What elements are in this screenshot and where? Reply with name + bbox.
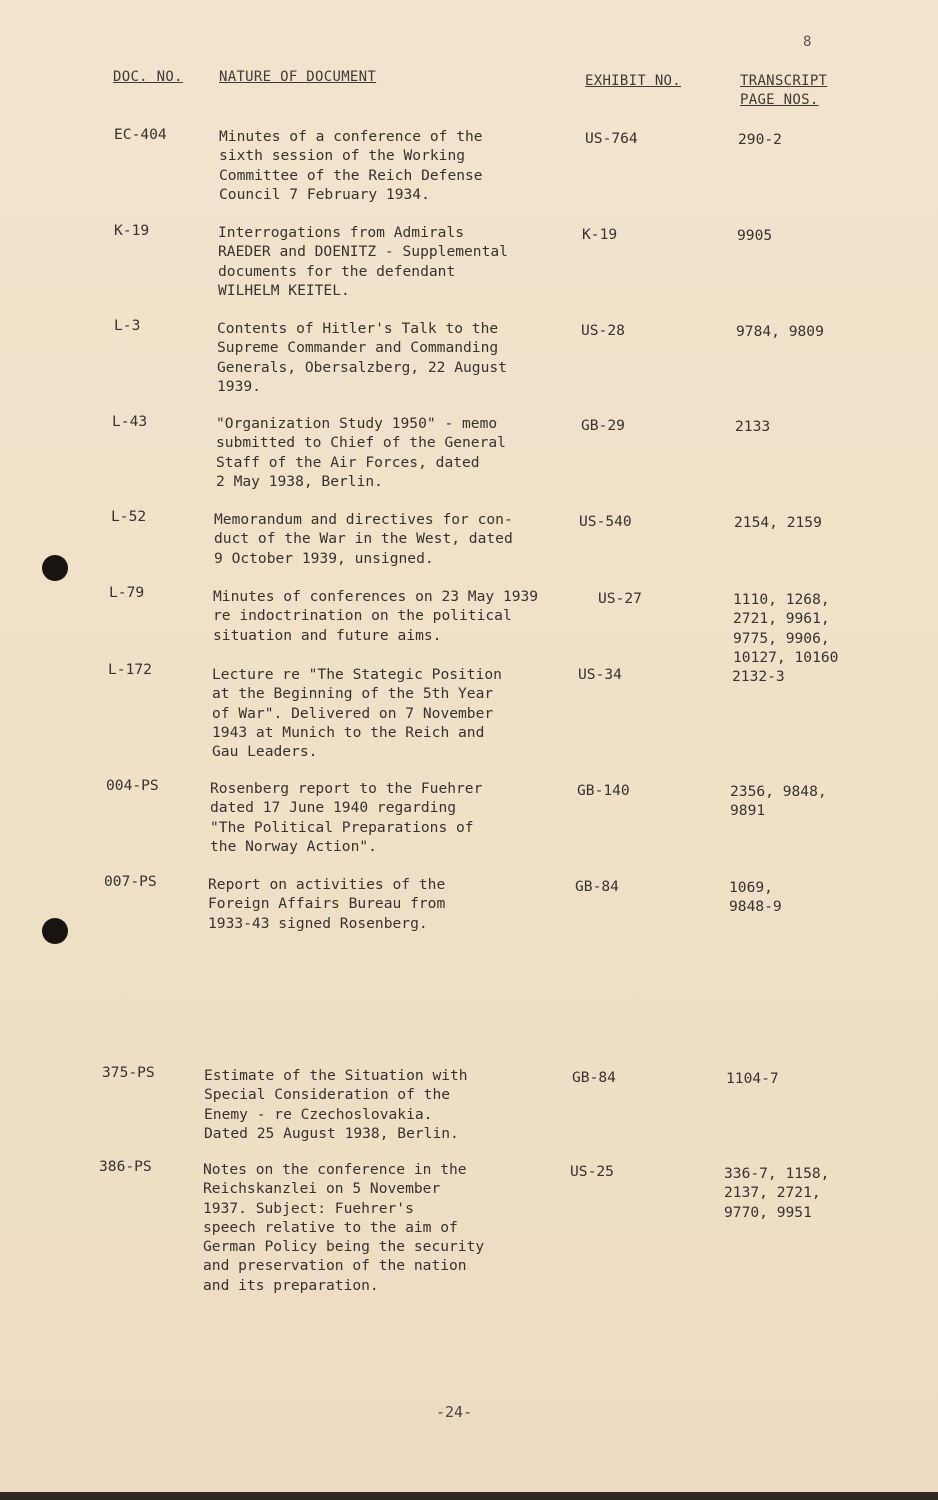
exhibit-number: GB-84 [575, 878, 619, 895]
transcript-pages: 1110, 1268, 2721, 9961, 9775, 9906, 10127, 10160 [733, 591, 839, 666]
header-transcript: TRANSCRIPT [740, 73, 828, 89]
document-description: Rosenberg report to the Fuehrer dated 17 June 1940 regarding "The Political Preparations of the Norway Action". [210, 780, 483, 855]
exhibit-number: K-19 [582, 226, 618, 243]
doc-number: 375-PS [102, 1064, 155, 1081]
exhibit-number: US-764 [585, 130, 638, 147]
page-number: 8 [803, 34, 812, 50]
document-description: Memorandum and directives for con- duct of the War in the West, dated 9 October 1939, unsigned. [214, 511, 513, 567]
punch-hole-lower [42, 918, 68, 944]
exhibit-number: GB-140 [577, 782, 630, 799]
document-description: Minutes of conferences on 23 May 1939 re indoctrination on the political situation and future aims. [213, 588, 539, 644]
doc-number: L-79 [109, 584, 145, 601]
document-description: Estimate of the Situation with Special Consideration of the Enemy - re Czechoslovakia. Dated 25 August 1938, Berlin. [204, 1067, 468, 1142]
transcript-pages: 2132-3 [732, 668, 785, 685]
document-description: Minutes of a conference of the sixth session of the Working Committee of the Reich Defense Council 7 February 1934. [219, 128, 483, 203]
transcript-pages: 1104-7 [726, 1070, 779, 1087]
document-description: Report on activities of the Foreign Affairs Bureau from 1933-43 signed Rosenberg. [208, 876, 446, 932]
header-exhibit: EXHIBIT NO. [585, 73, 682, 89]
transcript-pages: 2133 [735, 418, 771, 435]
header-page-nos: PAGE NOS. [740, 92, 819, 108]
exhibit-number: US-25 [570, 1163, 614, 1180]
exhibit-number: US-27 [598, 590, 642, 607]
transcript-pages: 2154, 2159 [734, 514, 822, 531]
transcript-pages: 290-2 [738, 131, 782, 148]
doc-number: L-172 [108, 661, 152, 678]
header-nature: NATURE OF DOCUMENT [219, 69, 377, 85]
doc-number: K-19 [114, 222, 150, 239]
transcript-pages: 336-7, 1158, 2137, 2721, 9770, 9951 [724, 1165, 830, 1221]
header-doc-no: DOC. NO. [113, 69, 183, 85]
transcript-pages: 1069, 9848-9 [729, 879, 782, 916]
footer-page-number: -24- [436, 1403, 473, 1421]
document-description: "Organization Study 1950" - memo submitted to Chief of the General Staff of the Air Forces, dated 2 May 1938, Berlin. [216, 415, 506, 490]
doc-number: L-52 [111, 508, 147, 525]
doc-number: 007-PS [104, 873, 157, 890]
exhibit-number: US-540 [579, 513, 632, 530]
transcript-pages: 9905 [737, 227, 773, 244]
document-description: Notes on the conference in the Reichskanzlei on 5 November 1937. Subject: Fuehrer's speech relative to the aim of German Policy being the security and preservation of the nation and its preparation. [203, 1161, 485, 1294]
exhibit-number: GB-29 [581, 417, 625, 434]
exhibit-number: US-28 [581, 322, 625, 339]
document-description: Contents of Hitler's Talk to the Supreme Commander and Commanding Generals, Obersalzberg, 22 August 1939. [217, 320, 507, 395]
doc-number: 004-PS [106, 777, 159, 794]
punch-hole-upper [42, 555, 68, 581]
doc-number: L-3 [114, 317, 141, 334]
exhibit-number: GB-84 [572, 1069, 616, 1086]
doc-number: L-43 [112, 413, 148, 430]
transcript-pages: 2356, 9848, 9891 [730, 783, 827, 820]
doc-number: EC-404 [114, 126, 167, 143]
exhibit-number: US-34 [578, 666, 622, 683]
transcript-pages: 9784, 9809 [736, 323, 824, 340]
doc-number: 386-PS [99, 1158, 152, 1175]
scan-edge [0, 1492, 938, 1500]
document-description: Interrogations from Admirals RAEDER and DOENITZ - Supplemental documents for the defendant WILHELM KEITEL. [218, 224, 508, 299]
document-description: Lecture re "The Stategic Position at the Beginning of the 5th Year of War". Delivered on 7 November 1943 at Munich to the Reich and Gau Leaders. [212, 666, 502, 761]
